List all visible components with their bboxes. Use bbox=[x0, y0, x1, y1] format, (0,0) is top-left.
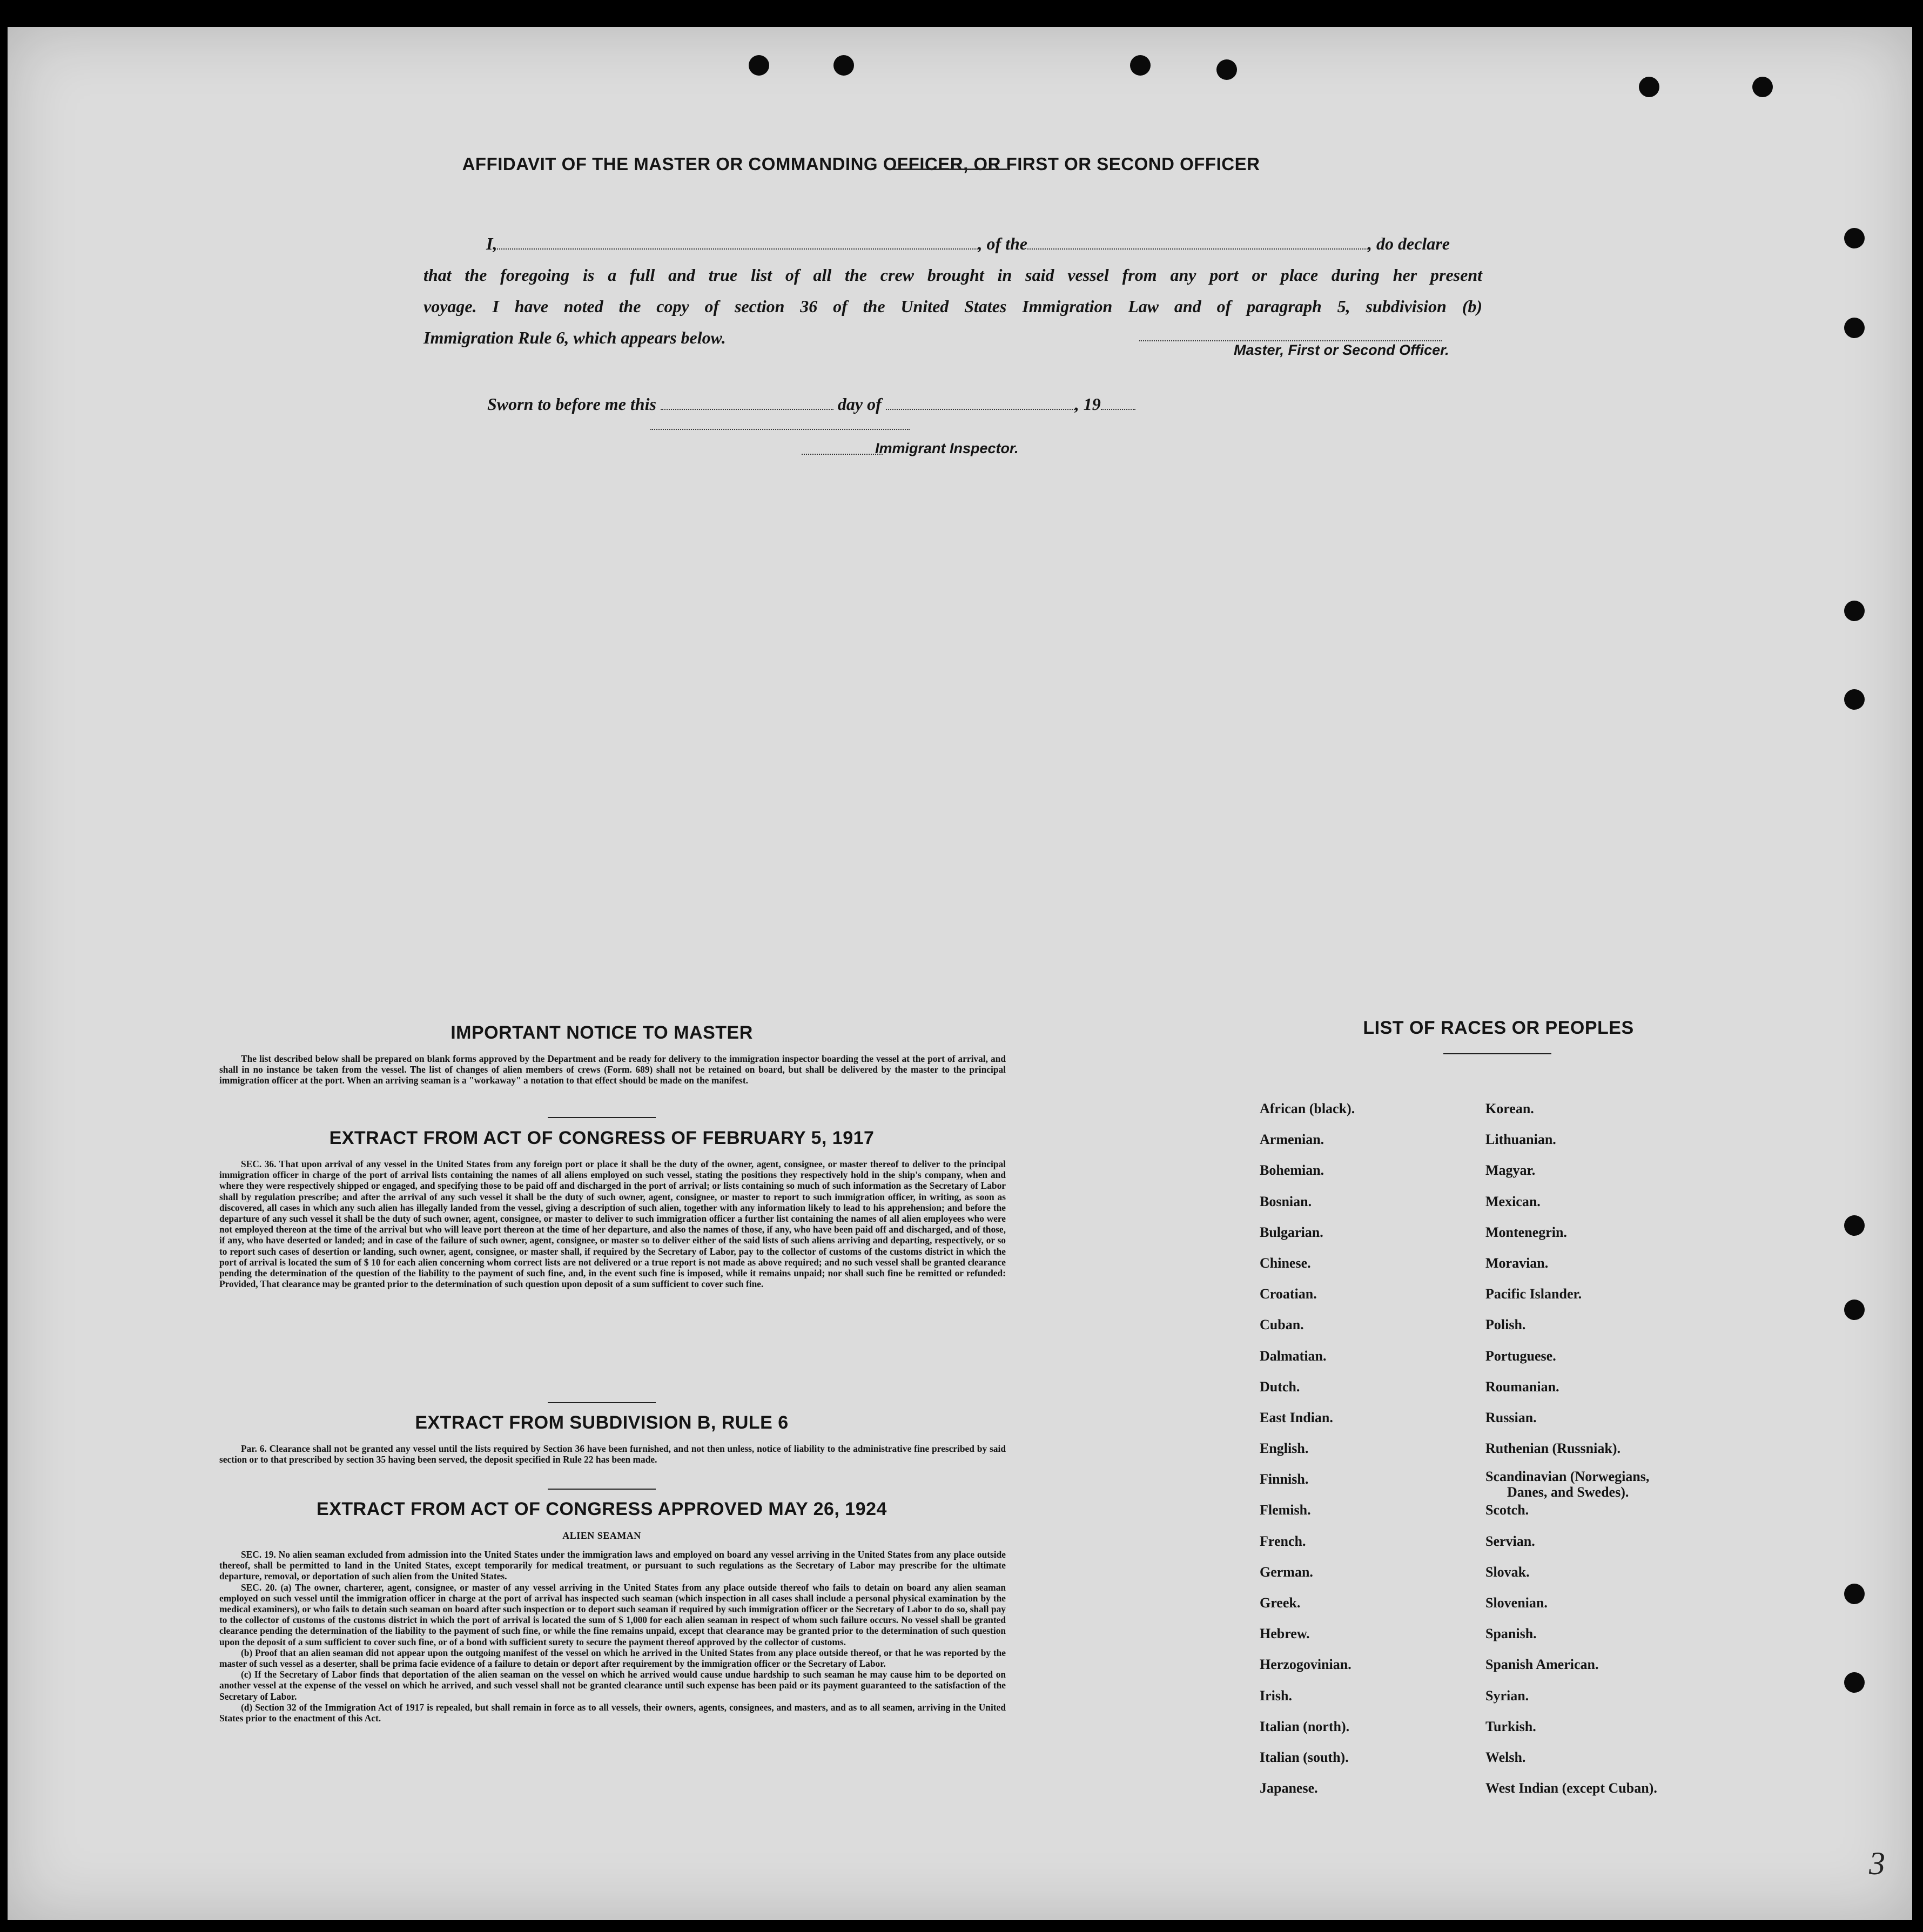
year-prefix: , 19 bbox=[1074, 394, 1101, 414]
month-field[interactable] bbox=[886, 395, 1075, 410]
statement-line: voyage. I have noted the copy of section 36 of the United States Immigration Law and of paragraph 5, subdivision (b) bbox=[423, 297, 1482, 316]
page-number: 3 bbox=[1869, 1846, 1885, 1881]
name-field[interactable] bbox=[497, 234, 978, 250]
punch-hole bbox=[1844, 1584, 1865, 1604]
race-item: French. bbox=[1260, 1533, 1306, 1549]
race-item: Turkish. bbox=[1485, 1718, 1536, 1734]
race-item: Chinese. bbox=[1260, 1255, 1311, 1271]
alien-seaman-subtitle: ALIEN SEAMAN bbox=[562, 1530, 641, 1541]
extract-1924-text bbox=[219, 1549, 1006, 1724]
race-item: Syrian. bbox=[1485, 1687, 1529, 1704]
extract-1917-paragraph: SEC. 36. That upon arrival of any vessel in the United States from any foreign port or place it shall be the duty of the owner, agent, consignee, or master thereof to deliver to the principal immigration officer in charge of the port of arrival lists containing the names of all aliens employed on such vessel, stating the positions they respectively hold in the ship's company, when and where they were respectively shipped or engaged, and specifying those to be paid off and discharged in the port of arrival; or lists containing so much of such information as the Secretary of Labor shall by regulation prescribe; and after the arrival of any such vessel it shall be the duty of such owner, agent, consignee, or master to report to such immigration officer, in writing, as soon as discovered, all cases in which any such alien has illegally landed from the vessel, giving a description of such alien, together with any information likely to lead to his apprehension; and before the departure of any such vessel it shall be the duty of such owner, agent, consignee, or master to deliver to such immigration officer a further list containing the names of all alien employees who were not employed thereon at the time of the arrival but who will leave port thereon at the time of her departure, and also the names of those, if any, who have been paid off and discharged, and of those, if any, who have deserted or landed; and in case of the failure of such owner, agent, consignee, or master so to deliver either of the said lists of such aliens arriving and departing, respectively, or so to report such cases of desertion or landing, such owner, agent, consignee, or master shall, if required by the Secretary of Labor, pay to the collector of customs of the customs district in which the port of arrival is located the sum of $ 10 for each alien concerning whom correct lists are not delivered or a true report is not made as above required; and no such vessel shall be granted clearance pending the determination of the question of the liability to the payment of such fine, and, in the event such fine is imposed, while it remains unpaid; nor shall such fine be remitted or refunded: Provided, That clearance may be granted prior to the determination of such question upon deposit of a sum sufficient to cover such fine. bbox=[219, 1159, 1006, 1290]
race-item-line: Scandinavian (Norwegians, bbox=[1485, 1469, 1650, 1485]
divider bbox=[1443, 1053, 1551, 1054]
race-item: Mexican. bbox=[1485, 1193, 1541, 1209]
vessel-field[interactable] bbox=[1027, 234, 1368, 250]
race-item: Bosnian. bbox=[1260, 1193, 1312, 1209]
divider bbox=[548, 1117, 656, 1118]
race-item: Flemish. bbox=[1260, 1502, 1311, 1518]
inspector-caption: Immigrant Inspector. bbox=[875, 440, 1019, 456]
extract-1917-title: EXTRACT FROM ACT OF CONGRESS OF FEBRUARY 5, 1917 bbox=[329, 1128, 875, 1148]
punch-hole bbox=[833, 55, 854, 76]
race-item: Polish. bbox=[1485, 1317, 1526, 1333]
notice-paragraph: The list described below shall be prepared on blank forms approved by the Department and be ready for delivery to the immigration inspector boarding the vessel at the port of arrival, and shall in no instance be taken from the vessel. The list of changes of alien members of crews (Form. 689) shall not be retained on board, but shall be delivered by the master to the principal immigration officer at the port. When an arriving seaman is a "workaway" a notation to that effect should be made on the manifest. bbox=[219, 1053, 1006, 1086]
race-item: Slovenian. bbox=[1485, 1595, 1548, 1611]
extract-rule6-text bbox=[219, 1443, 1006, 1465]
punch-hole bbox=[1130, 55, 1151, 76]
inspector-signature-field[interactable] bbox=[650, 429, 910, 430]
extract-1924-paragraph: (c) If the Secretary of Labor finds that deportation of the alien seaman on the vessel on which he arrived would cause undue hardship to such seaman he may cause him to be deported on another vessel at the expense of the vessel on which he arrived, and such vessel shall not be granted clearance until such expense has been paid or its payment guaranteed to the satisfaction of the Secretary of Labor. bbox=[219, 1669, 1006, 1702]
notice-title: IMPORTANT NOTICE TO MASTER bbox=[451, 1022, 753, 1043]
of-the-label: , of the bbox=[978, 234, 1027, 253]
race-item: Pacific Islander. bbox=[1485, 1286, 1582, 1302]
i-label: I, bbox=[486, 234, 497, 253]
punch-hole bbox=[1844, 1672, 1865, 1693]
extract-1924-paragraph: (b) Proof that an alien seaman did not appear upon the outgoing manifest of the vessel on which he arrived in the United States from any place outside thereof, or that he was reported by the master of such vessel as a deserter, shall be prima facie evidence of a failure to detain or deport after requirement by the immigration officer or the Secretary of Labor. bbox=[219, 1647, 1006, 1670]
inspector-signature-field[interactable] bbox=[802, 454, 883, 455]
day-field[interactable] bbox=[661, 395, 833, 410]
race-item: African (black). bbox=[1260, 1101, 1355, 1116]
race-item: Ruthenian (Russniak). bbox=[1485, 1440, 1621, 1457]
master-signature-field[interactable] bbox=[1139, 340, 1442, 341]
divider bbox=[893, 169, 1007, 170]
punch-hole bbox=[749, 55, 769, 76]
race-item: Korean. bbox=[1485, 1101, 1534, 1116]
race-item: Lithuanian. bbox=[1485, 1132, 1556, 1148]
race-item: English. bbox=[1260, 1440, 1309, 1457]
race-item: Montenegrin. bbox=[1485, 1224, 1567, 1240]
extract-rule6-paragraph: Par. 6. Clearance shall not be granted any vessel until the lists required by Section 36 have been furnished, and not then unless, notice of liability to the administrative fine prescribed by said section or to that prescribed by section 35 having been served, the deposit specified in Rule 22 has been made. bbox=[219, 1443, 1006, 1465]
race-item: Armenian. bbox=[1260, 1132, 1324, 1148]
year-field[interactable] bbox=[1101, 395, 1135, 410]
extract-1924-paragraph: (d) Section 32 of the Immigration Act of 1917 is repealed, but shall remain in force as to all vessels, their owners, agents, consignees, and masters, and as to all seamen, arriving in the United States prior to the enactment of this Act. bbox=[219, 1701, 1006, 1724]
race-item: Scotch. bbox=[1485, 1502, 1529, 1518]
punch-hole bbox=[1216, 59, 1237, 80]
extract-1924-paragraph: SEC. 19. No alien seaman excluded from admission into the United States under the immigration laws and employed on board any vessel arriving in the United States from any place outside thereof, shall be permitted to land in the United States, except temporarily for medical treatment, or pursuant to such regulations as the Secretary of Labor may prescribe for the ultimate departure, removal, or deportation of such alien from the United States. bbox=[219, 1549, 1006, 1582]
extract-rule6-title: EXTRACT FROM SUBDIVISION B, RULE 6 bbox=[415, 1412, 789, 1433]
race-item: Bohemian. bbox=[1260, 1162, 1324, 1179]
extract-1924-title: EXTRACT FROM ACT OF CONGRESS APPROVED MAY 26, 1924 bbox=[317, 1499, 887, 1519]
punch-hole bbox=[1844, 601, 1865, 621]
punch-hole bbox=[1844, 228, 1865, 248]
race-item: Roumanian. bbox=[1485, 1378, 1559, 1395]
race-item: Hebrew. bbox=[1260, 1626, 1310, 1642]
extract-1924-paragraph: SEC. 20. (a) The owner, charterer, agent, consignee, or master of any vessel arriving in the United States from any place outside thereof who fails to detain on board any alien seaman employed on such vessel until the immigration officer in charge at the port of arrival has inspected such seaman (which inspection in all cases shall include a personal physical examination by the medical examiners), or who fails to detain such seaman on board after such inspection or to deport such seaman if required by such immigration officer or the Secretary of Labor to do so, shall pay to the collector of customs of the customs district in which the port of arrival is located the sum of $ 1,000 for each alien seaman in respect of whom such failure occurs. No vessel shall be granted clearance pending the determination of the liability to the payment of such fine, or while the fine remains unpaid, except that clearance may be granted prior to the determination of such question upon the deposit of a sum sufficient to cover such fine, or of a bond with sufficient surety to secure the payment thereof approved by the collector of customs. bbox=[219, 1581, 1006, 1647]
race-item: Croatian. bbox=[1260, 1286, 1317, 1302]
race-item: East Indian. bbox=[1260, 1409, 1333, 1425]
statement-line: that the foregoing is a full and true list of all the crew brought in said vessel from any port or place during her present bbox=[423, 265, 1482, 285]
punch-hole bbox=[1752, 77, 1773, 97]
race-item: Portuguese. bbox=[1485, 1348, 1556, 1364]
race-item: Spanish. bbox=[1485, 1626, 1537, 1642]
race-item: Finnish. bbox=[1260, 1471, 1309, 1487]
affidavit-statement bbox=[423, 228, 1482, 353]
races-left-column bbox=[1260, 1098, 1355, 1808]
master-signature-caption: Master, First or Second Officer. bbox=[1234, 342, 1449, 358]
race-item: Italian (south). bbox=[1260, 1749, 1349, 1765]
race-item: German. bbox=[1260, 1564, 1313, 1580]
race-item: Russian. bbox=[1485, 1409, 1537, 1425]
extract-1917-text bbox=[219, 1159, 1006, 1289]
race-item: Servian. bbox=[1485, 1533, 1535, 1549]
do-declare-label: , do declare bbox=[1368, 234, 1450, 253]
races-right-column bbox=[1485, 1098, 1657, 1808]
race-item: Welsh. bbox=[1485, 1749, 1526, 1765]
race-item: Greek. bbox=[1260, 1595, 1301, 1611]
race-item: Irish. bbox=[1260, 1687, 1292, 1704]
affidavit-title: AFFIDAVIT OF THE MASTER OR COMMANDING OFFICER, OR FIRST OR SECOND OFFICER bbox=[462, 154, 1260, 174]
race-item: Spanish American. bbox=[1485, 1657, 1599, 1673]
race-item: West Indian (except Cuban). bbox=[1485, 1780, 1657, 1796]
form-sheet bbox=[8, 27, 1912, 1920]
divider bbox=[548, 1489, 656, 1490]
race-item: Cuban. bbox=[1260, 1317, 1304, 1333]
race-item: Italian (north). bbox=[1260, 1718, 1350, 1734]
sworn-line bbox=[487, 394, 1135, 414]
punch-hole bbox=[1844, 689, 1865, 710]
race-item: Magyar. bbox=[1485, 1162, 1536, 1179]
punch-hole bbox=[1844, 1215, 1865, 1236]
notice-text bbox=[219, 1053, 1006, 1086]
race-item: Herzogovinian. bbox=[1260, 1657, 1352, 1673]
race-item-line: Danes, and Swedes). bbox=[1507, 1484, 1629, 1500]
race-item: Moravian. bbox=[1485, 1255, 1549, 1271]
races-title: LIST OF RACES OR PEOPLES bbox=[1363, 1018, 1634, 1038]
day-of-label: day of bbox=[837, 394, 882, 414]
divider bbox=[548, 1402, 656, 1403]
punch-hole bbox=[1844, 1300, 1865, 1320]
punch-hole bbox=[1639, 77, 1659, 97]
race-item: Bulgarian. bbox=[1260, 1224, 1323, 1240]
race-item: Japanese. bbox=[1260, 1780, 1318, 1796]
race-item: Dalmatian. bbox=[1260, 1348, 1327, 1364]
punch-hole bbox=[1844, 318, 1865, 338]
statement-line: Immigration Rule 6, which appears below. bbox=[423, 328, 726, 347]
sworn-label: Sworn to before me this bbox=[487, 394, 656, 414]
race-item bbox=[1485, 1469, 1657, 1499]
race-item: Slovak. bbox=[1485, 1564, 1530, 1580]
race-item: Dutch. bbox=[1260, 1378, 1300, 1395]
